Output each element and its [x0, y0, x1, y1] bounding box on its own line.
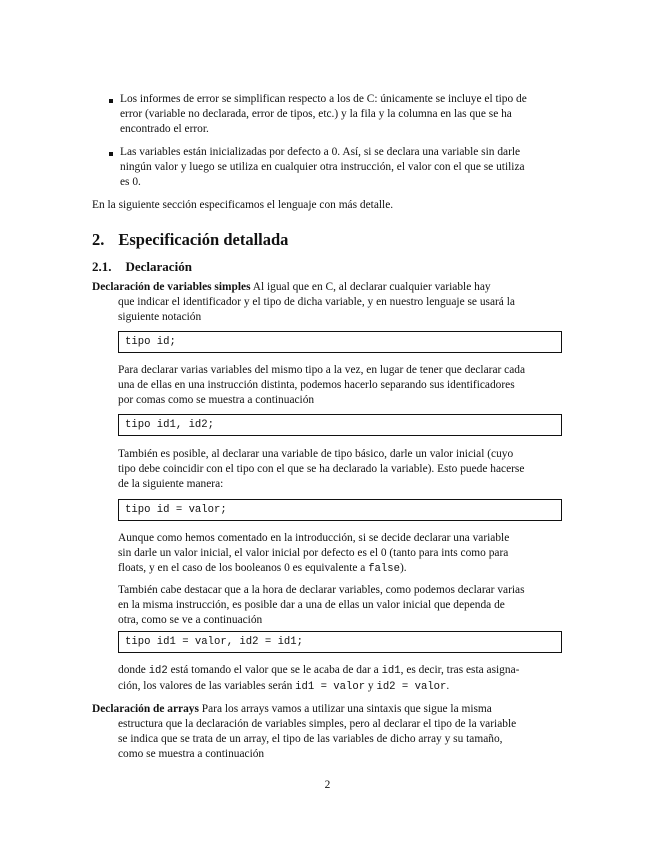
- bullet-2-line-2: ningún valor y luego se utiliza en cualquier otra instrucción, el valor con el que se utiliza: [120, 161, 525, 173]
- para-6-line-1: [118, 663, 562, 680]
- arrays-line-1: Para los arrays vamos a utilizar una sintaxis que sigue la misma: [201, 703, 492, 715]
- simple-vars-line-3: siguiente notación: [118, 311, 202, 323]
- para-6-text: donde: [118, 664, 149, 676]
- arrays-line-4: como se muestra a continuación: [118, 748, 265, 760]
- para-3-line-2: tipo debe coincidir con el tipo con el que se ha declarado la variable). Esto puede hacerse: [118, 463, 525, 475]
- para-5-line-1: También cabe destacar que a la hora de declarar variables, como podemos declarar varias: [118, 584, 525, 596]
- para-6-line-2: [118, 679, 562, 696]
- code-block-2: tipo id1, id2;: [118, 414, 562, 436]
- code-block-3: tipo id = valor;: [118, 499, 562, 521]
- para-5-line-3: otra, como se ve a continuación: [118, 614, 263, 626]
- para-6-text: , es decir, tras esta asigna-: [400, 664, 520, 676]
- bullet-1-line-3: encontrado el error.: [120, 123, 209, 135]
- inline-code-id2: id2: [148, 665, 168, 677]
- para-4-end: ).: [400, 562, 407, 574]
- subsection-number: 2.1.: [92, 259, 112, 274]
- para-4-text: floats, y en el caso de los booleanos 0 es equivalente a: [118, 562, 369, 574]
- inline-code-false: false: [368, 563, 400, 575]
- code-block-4: tipo id1 = valor, id2 = id1;: [118, 631, 562, 653]
- simple-vars-line-1: Al igual que en C, al declarar cualquier variable hay: [252, 281, 491, 293]
- bullet-1-line-2: error (variable no declarada, error de tipos, etc.) y la fila y la columna en las que se ha: [120, 108, 512, 120]
- simple-vars-first-line: [92, 280, 562, 296]
- para-2-line-1: Para declarar varias variables del mismo tipo a la vez, en lugar de tener que declarar cada: [118, 364, 526, 376]
- intro-sentence: En la siguiente sección especificamos el lenguaje con más detalle.: [92, 199, 394, 211]
- simple-vars-line-2: que indicar el identificador y el tipo de dicha variable, y en nuestro lenguaje se usará la: [118, 296, 515, 308]
- para-3-line-1: También es posible, al declarar una variable de tipo básico, darle un valor inicial (cuyo: [118, 448, 514, 460]
- inline-code-id1-valor: id1 = valor: [295, 681, 366, 693]
- para-3-line-3: de la siguiente manera:: [118, 478, 224, 490]
- para-4-line-3: [118, 561, 562, 578]
- inline-code-id1: id1: [381, 665, 401, 677]
- subsection-heading: [92, 259, 192, 275]
- para-2-line-2: una de ellas en una instrucción distinta, podemos hacerlo separando sus identificadores: [118, 379, 515, 391]
- simple-vars-term: Declaración de variables simples: [92, 281, 251, 293]
- section-heading: [92, 230, 288, 250]
- bullet-marker: [109, 99, 113, 103]
- para-6-text: está tomando el valor que se le acaba de dar a: [167, 664, 382, 676]
- code-block-1: tipo id;: [118, 331, 562, 353]
- arrays-first-line: [92, 702, 562, 718]
- section-number: 2.: [92, 230, 105, 249]
- subsection-title: Declaración: [125, 259, 192, 274]
- para-5-line-2: en la misma instrucción, es posible dar a una de ellas un valor inicial que dependa de: [118, 599, 505, 611]
- arrays-line-2: estructura que la declaración de variables simples, pero al declarar el tipo de la variable: [118, 718, 517, 730]
- para-4-line-1: Aunque como hemos comentado en la introducción, si se decide declarar una variable: [118, 532, 510, 544]
- bullet-2-line-3: es 0.: [120, 176, 141, 188]
- para-6-text: .: [446, 680, 450, 692]
- page-number: 2: [324, 779, 331, 791]
- inline-code-id2-valor: id2 = valor: [376, 681, 447, 693]
- para-2-line-3: por comas como se muestra a continuación: [118, 394, 315, 406]
- bullet-1-line-1: Los informes de error se simplifican respecto a los de C: únicamente se incluye el tipo de: [120, 93, 527, 105]
- bullet-marker: [109, 152, 113, 156]
- para-6-text: ción, los valores de las variables serán: [118, 680, 296, 692]
- bullet-2-line-1: Las variables están inicializadas por defecto a 0. Así, si se declara una variable sin darle: [120, 146, 521, 158]
- section-title: Especificación detallada: [118, 230, 289, 249]
- arrays-term: Declaración de arrays: [92, 703, 199, 715]
- para-6-text: y: [365, 680, 377, 692]
- para-4-line-2: sin darle un valor inicial, el valor inicial por defecto es el 0 (tanto para ints como para: [118, 547, 509, 559]
- arrays-line-3: se indica que se trata de un array, el tipo de las variables de dicho array y su tamaño,: [118, 733, 503, 745]
